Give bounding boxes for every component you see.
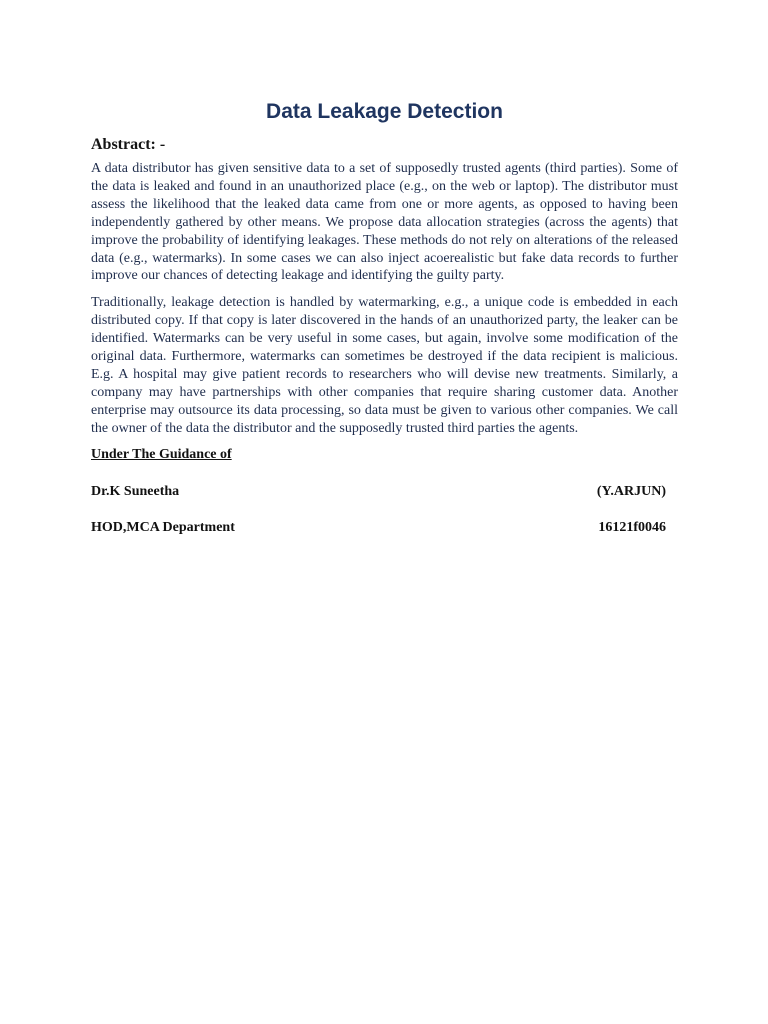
student-id: 16121f0046 bbox=[598, 519, 666, 535]
abstract-heading: Abstract: - bbox=[91, 136, 166, 153]
document-title: Data Leakage Detection bbox=[266, 100, 503, 123]
guidance-label: Under The Guidance of bbox=[91, 446, 232, 462]
signature-row-details bbox=[91, 519, 678, 537]
signature-row-names bbox=[91, 483, 678, 501]
abstract-paragraph-1: A data distributor has given sensitive data to a set of supposedly trusted agents (third parties). Some of the data is leaked and found in an unauthorized place (e.g., on the web or laptop). The distributor must assess the likelihood that the leaked data came from one or more agents, as opposed to having been independently gathered by other means. We propose data allocation strategies (across the agents) that improve the probability of identifying leakages. These methods do not rely on alterations of the released data (e.g., watermarks). In some cases we can also inject acoerealistic but fake data records to further improve our chances of detecting leakage and identifying the guilty party. bbox=[91, 161, 678, 284]
guide-name: Dr.K Suneetha bbox=[91, 483, 180, 499]
abstract-paragraph-2: Traditionally, leakage detection is handled by watermarking, e.g., a unique code is embedded in each distributed copy. If that copy is later discovered in the hands of an unauthorized party, the leaker can be identified. Watermarks can be very useful in some cases, but again, involve some modification of the original data. Furthermore, watermarks can sometimes be destroyed if the data recipient is malicious. E.g. A hospital may give patient records to researchers who will devise new treatments. Similarly, a company may have partnerships with other companies that require sharing customer data. Another enterprise may outsource its data processing, so data must be given to various other companies. We call the owner of the data the distributor and the supposedly trusted third parties the agents. bbox=[91, 295, 678, 436]
guide-designation: HOD,MCA Department bbox=[91, 519, 235, 535]
student-name: (Y.ARJUN) bbox=[596, 483, 666, 499]
